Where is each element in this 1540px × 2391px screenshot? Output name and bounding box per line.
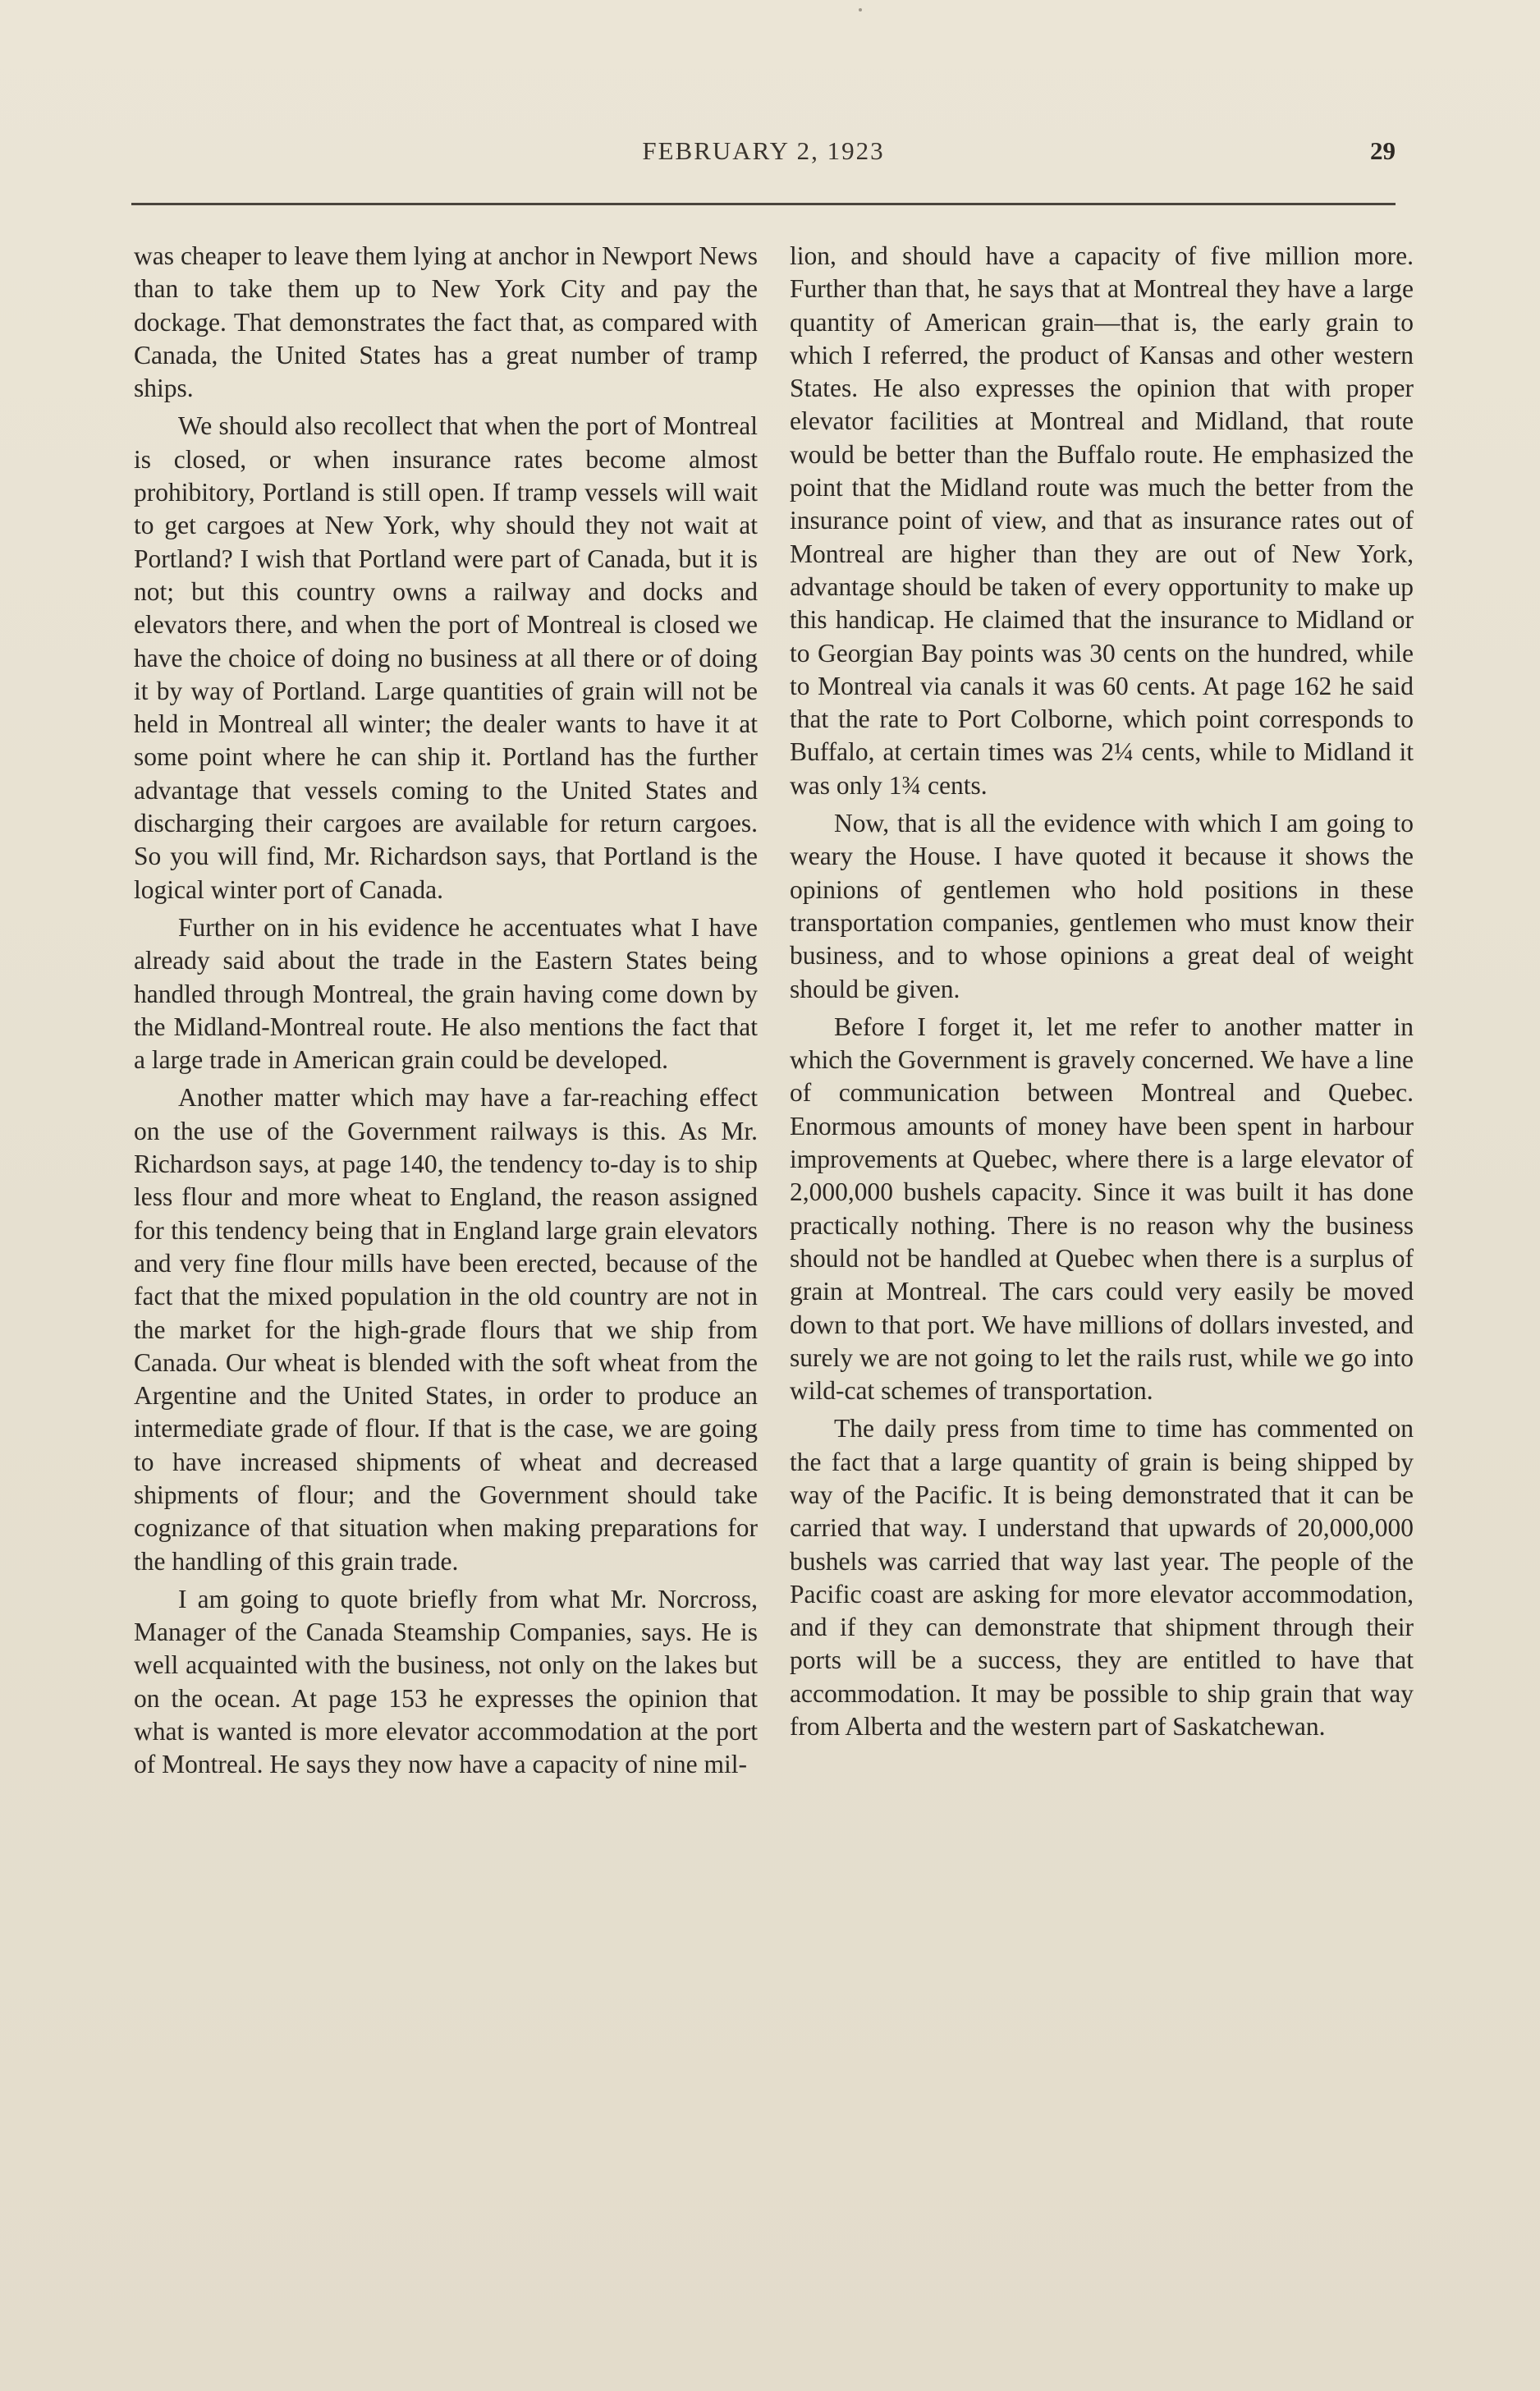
paragraph: lion, and should have a capacity of five million more. Further than that, he says that at Montreal they have a large quantity of American grain—that is, the early grain to which I referred, the product of Kansas and other western States. He also expresses the opinion that with proper elevator facilities at Montreal and Midland, that route would be better than the Buffalo route. He emphasized the point that the Midland route was much the better from the insurance point of view, and that as insurance rates out of Montreal are higher than they are out of New York, advantage should be taken of every opportunity to make up this handicap. He claimed that the insurance to Midland or to Georgian Bay points was 30 cents on the hundred, while to Montreal via canals it was 60 cents. At page 162 he said that the rate to Port Colborne, which point corresponds to Buffalo, at certain times was 2¼ cents, while to Midland it was only 1¾ cents. [790, 241, 1414, 800]
page-header [131, 136, 1396, 172]
paragraph: The daily press from time to time has commented on the fact that a large quantity of grain is being shipped by way of the Pacific. It is being demonstrated that it can be carried that way. I understand that upwards of 20,000,000 bushels was carried that way last year. The people of the Pacific coast are asking for more elevator accommodation, and if they can demonstrate that shipment through their ports will be a success, they are entitled to have that accommodation. It may be possible to ship grain that way from Alberta and the western part of Saskatchewan. [790, 1414, 1414, 1742]
running-head-date: FEBRUARY 2, 1923 [642, 136, 885, 165]
paragraph: Another matter which may have a far-reaching effect on the use of the Government railways is this. As Mr. Richardson says, at page 140, the tendency to-day is to ship less flour and more wheat to England, the reason assigned for this tendency being that in England large grain elevators and very fine flour mills have been erected, because of the fact that the mixed population in the old country are not in the market for the high-grade flours that we ship from Canada. Our wheat is blended with the soft wheat from the Argentine and the United States, in order to produce an intermediate grade of flour. If that is the case, we are going to have increased shipments of wheat and decreased shipments of flour; and the Government should take cognizance of that situation when making preparations for the handling of this grain trade. [134, 1083, 758, 1576]
paragraph: Before I forget it, let me refer to another matter in which the Government is gravely concerned. We have a line of communication between Montreal and Quebec. Enormous amounts of money have been spent in harbour improvements at Quebec, where there is a large elevator of 2,000,000 bushels capacity. Since it was built it has done practically nothing. There is no reason why the business should not be handled at Quebec when there is a surplus of grain at Montreal. The cars could very easily be moved down to that port. We have millions of dollars invested, and surely we are not going to let the rails rust, while we go into wild-cat schemes of transportation. [790, 1012, 1414, 1406]
page-number: 29 [1370, 136, 1396, 165]
right-column [790, 240, 1414, 1743]
paragraph: was cheaper to leave them lying at anchor in Newport News than to take them up to New York City and pay the dockage. That demonstrates the fact that, as compared with Canada, the United States has a great number of tramp ships. [134, 241, 758, 403]
header-rule-right [763, 203, 1396, 205]
paper-speck [859, 8, 862, 11]
paragraph: Further on in his evidence he accentuates what I have already said about the trade in the Eastern States being handled through Montreal, the grain having come down by the Midland-Montreal route. He also mentions the fact that a large trade in American grain could be developed. [134, 912, 758, 1075]
paragraph: Now, that is all the evidence with which I am going to weary the House. I have quoted it because it shows the opinions of gentlemen who hold positions in these transportation companies, gentlemen who must know their business, and to whose opinions a great deal of weight should be given. [790, 809, 1414, 1003]
left-column [134, 240, 758, 1782]
paragraph: We should also recollect that when the port of Montreal is closed, or when insurance rates become almost prohibitory, Portland is still open. If tramp vessels will wait to get cargoes at New York, why should they not wait at Portland? I wish that Portland were part of Canada, but it is not; but this country owns a railway and docks and elevators there, and when the port of Montreal is closed we have the choice of doing no business at all there or of doing it by way of Portland. Large quantities of grain will not be held in Montreal all winter; the dealer wants to have it at some point where he can ship it. Portland has the further advantage that vessels coming to the United States and discharging their cargoes are available for return cargoes. So you will find, Mr. Richardson says, that Portland is the logical winter port of Canada. [134, 411, 758, 904]
paragraph: I am going to quote briefly from what Mr. Norcross, Manager of the Canada Steamship Companies, says. He is well acquainted with the business, not only on the lakes but on the ocean. At page 153 he expresses the opinion that what is wanted is more elevator accommodation at the port of Montreal. He says they now have a capacity of nine mil- [134, 1584, 758, 1779]
header-rule-left [131, 203, 763, 205]
